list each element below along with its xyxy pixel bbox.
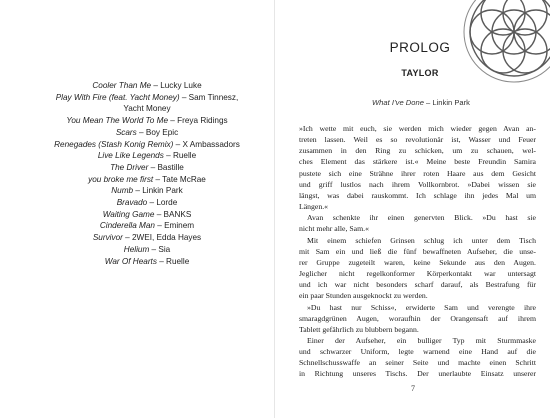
playlist-entry: You Mean The World To Me – Freya Ridings (66, 116, 228, 126)
song-artist: 2WEI, Edda Hayes (131, 233, 202, 243)
playlist-entry: The Driver – Bastille (110, 162, 184, 172)
playlist-entry: Scars – Boy Epic (115, 127, 179, 137)
song-title: Cooler Than Me (92, 81, 152, 90)
song-title: Survivor (92, 233, 123, 243)
page-number: 7 (411, 384, 415, 393)
playlist-entry: Numb – Linkin Park (111, 186, 183, 196)
song-title: Waiting Game (102, 209, 155, 219)
body-text-line: treten lassen. Weil es so revolutionär ist, Wasser und Feuer (299, 135, 536, 145)
chapter-pov-name: TAYLOR (401, 68, 439, 78)
body-text-line: »Du hast nur Schiss«, erwiderte Sam und verengte ihre (307, 302, 536, 312)
song-title: Helium (123, 244, 150, 254)
song-artist: Boy Epic (145, 127, 179, 137)
song-title: you broke me first (88, 174, 154, 184)
song-artist: Linkin Park (142, 186, 183, 196)
body-text-line: Jeglicher nicht regelkonformer Körperkontakt war untersagt (299, 269, 536, 279)
song-title: Play With Fire (feat. Yacht Money) (55, 92, 180, 102)
epigraph-song-title: What I’ve Done (372, 98, 424, 107)
playlist-entry: Play With Fire (feat. Yacht Money) – Sam Tinnesz, (55, 92, 239, 102)
body-text-line: pustete sich eine Strähne ihrer roten Haare aus dem Gesicht (299, 168, 536, 178)
playlist-entry: Cinderella Man – Eminem (99, 221, 195, 231)
body-text-line: und schwarzer Uniform, legte warnend eine Hand auf die (299, 347, 536, 357)
playlist-entry (28, 103, 266, 115)
body-text-line: längst, was dabei rauskommt. Ich schlage ihn jedes Mal um (299, 190, 536, 200)
song-artist: Lucky Luke (160, 81, 202, 90)
playlist-entry: Renegades (Stash Konig Remix) – X Ambassadors (54, 139, 240, 149)
song-artist: Lorde (156, 198, 178, 208)
body-text-line: Einer der Aufseher, ein bulliger Typ mit Sturmmaske (307, 335, 536, 345)
song-artist: Yacht Money (123, 104, 171, 114)
playlist-entry: War Of Hearts – Ruelle (104, 256, 190, 266)
song-title: Renegades (Stash Konig Remix) (54, 139, 174, 149)
body-text-line: zusammen in den Ring zu schicken, um zu schauen, wel- (299, 146, 536, 156)
playlist-entry: Survivor – 2WEI, Edda Hayes (92, 233, 202, 243)
song-artist: Ruelle (172, 151, 197, 161)
body-text-line: Längen.« (299, 202, 329, 212)
song-artist: Bastille (157, 162, 184, 172)
song-artist: BANKS (163, 209, 192, 219)
song-artist: X Ambassadors (182, 139, 240, 149)
body-text-line: Tablett gefährlich zu blubbern begann. (299, 324, 419, 334)
chapter-epigraph: What I’ve Done – Linkin Park (372, 98, 470, 107)
song-artist: Ruelle (166, 256, 190, 266)
song-artist: Eminem (164, 221, 195, 231)
right-page (275, 0, 550, 418)
playlist-entry: Cooler Than Me – Lucky Luke (92, 81, 202, 90)
body-text-line: Mit einem schiefen Grinsen schlug ich unter dem Tisch (307, 235, 536, 245)
body-text-line: ein paar Stunden ausgeknockt zu werden. (299, 291, 428, 301)
playlist-entry: Bravado – Lorde (116, 198, 178, 208)
song-artist: Sam Tinnesz, (188, 92, 239, 102)
body-text-line: und griff lustlos nach ihrem Vollkornbrot. »Dabei wissen sie (299, 179, 536, 189)
playlist-entry: Waiting Game – BANKS (102, 209, 192, 219)
chapter-title: PROLOG (389, 40, 451, 55)
body-text-line: Schnellschusswaffe an seiner Seite und machte einen Schritt (299, 358, 536, 368)
prologue-body-text (299, 123, 536, 380)
playlist (28, 80, 266, 267)
body-text-line: Avan schenkte ihr einen genervten Blick. »Du hast sie (307, 213, 536, 223)
song-artist: Sia (158, 244, 171, 254)
song-artist: Freya Ridings (177, 116, 228, 126)
song-artist: Tate McRae (162, 174, 206, 184)
body-text-line: und ich war nicht besonders scharf darauf, als Bestrafung für (299, 280, 536, 290)
body-text-line: »Ich wette mit euch, sie werden mich wieder gegen Avan an- (299, 124, 536, 133)
body-text-line: rer Gruppe zugeteilt waren, keine Sekunde aus den Augen. (299, 257, 536, 267)
song-title: Scars (115, 127, 137, 137)
song-title: Cinderella Man (99, 221, 155, 231)
song-title: You Mean The World To Me (66, 116, 168, 126)
song-title: War Of Hearts (104, 256, 157, 266)
song-title: Numb (111, 186, 134, 196)
epigraph-artist: Linkin Park (432, 98, 470, 107)
body-text-line: nicht mehr alle, Sam.« (299, 224, 369, 234)
playlist-entry: Live Like Legends – Ruelle (97, 151, 197, 161)
song-title: The Driver (110, 162, 149, 172)
song-title: Live Like Legends (97, 151, 164, 161)
song-title: Bravado (116, 198, 148, 208)
playlist-entry: Helium – Sia (123, 244, 171, 254)
body-text-line: ches Element das stärkere ist.« Meine beste Freundin Samira (299, 157, 536, 167)
body-text-line: in Richtung unseres Tischs. Der unerlaubte Einsatz unserer (299, 369, 536, 379)
body-text-line: smaragdgrünen Augen, woraufhin der Orangensaft auf ihrem (299, 313, 536, 323)
body-text-line: mit Sam ein und ließ die fünf bewaffneten Aufseher, die unse- (299, 246, 536, 256)
playlist-entry: you broke me first – Tate McRae (88, 174, 206, 184)
